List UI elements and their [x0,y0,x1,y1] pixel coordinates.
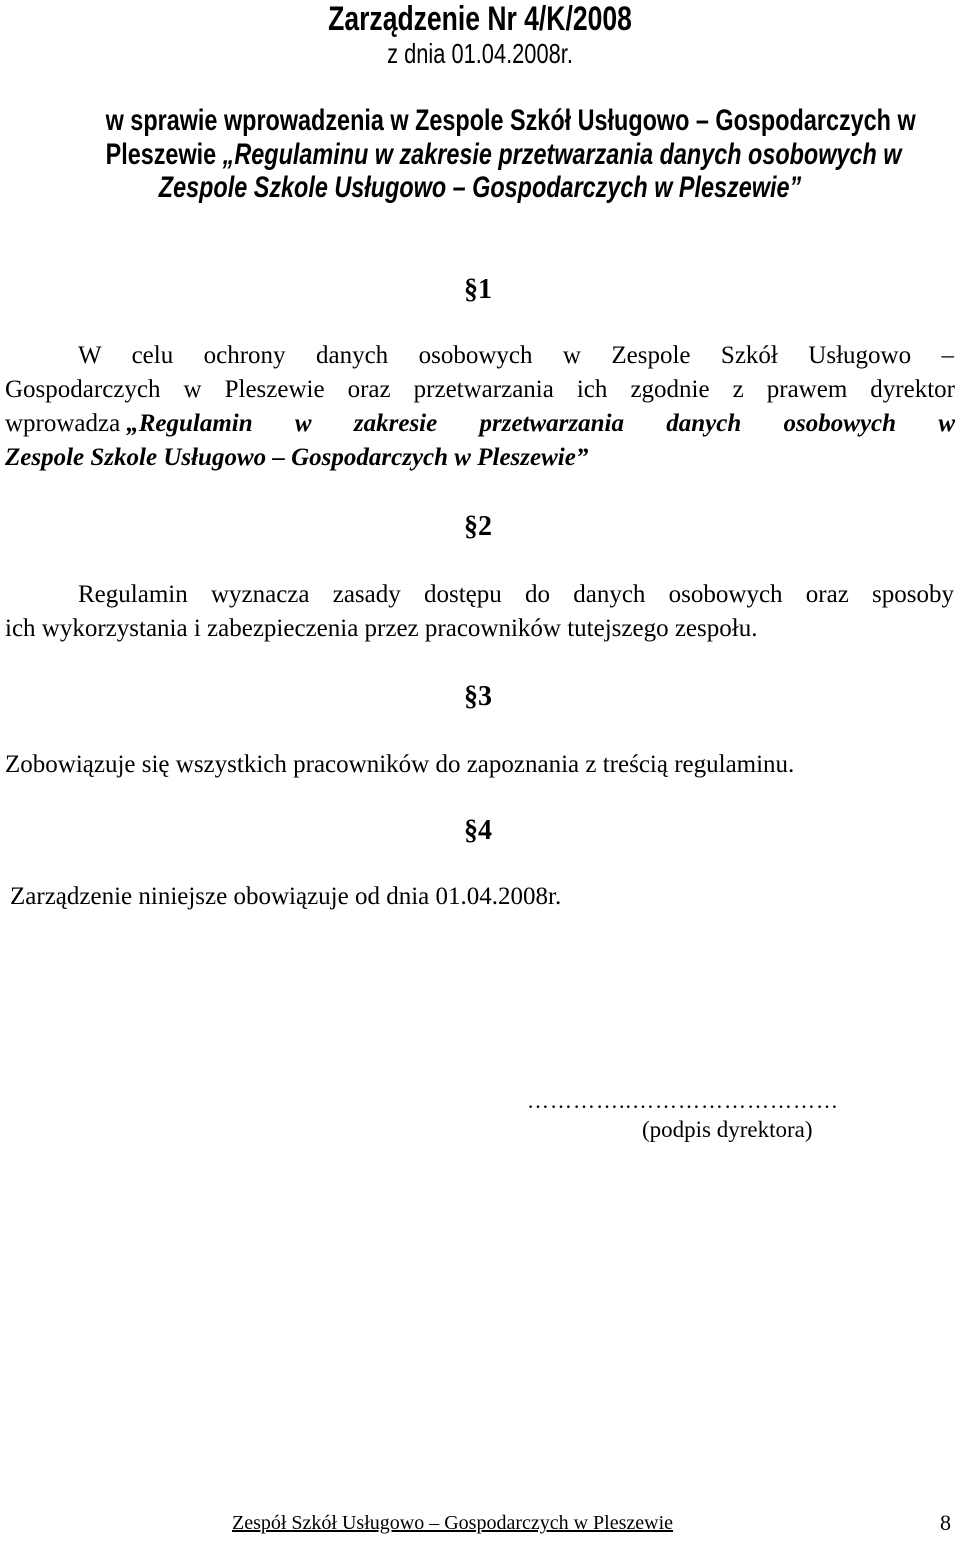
regulation-title: „Regulamin w zakresie przetwarzania danych osobowych w [126,410,955,437]
section-4-line-1: Zarządzenie niniejsze obowiązuje od dnia 01.04.2008r. [10,883,562,910]
subject-regulation-title: „Regulaminu w zakresie przetwarzania danych osobowych w [222,138,902,171]
subject-text: Pleszewie [105,138,223,171]
signature-line: …………..……………………… [527,1088,839,1113]
document-title: Zarządzenie Nr 4/K/2008 [328,0,632,38]
section-2-mark: §2 [464,511,492,542]
document-date: z dnia 01.04.2008r. [387,38,573,69]
page-number: 8 [940,1510,951,1535]
section-1-mark: §1 [464,274,492,305]
section-1-text: wprowadza [5,410,121,437]
section-1-line-1: W celu ochrony danych osobowych w Zespole Szkół Usługowo – [78,342,954,369]
section-2-line-2: ich wykorzystania i zabezpieczenia przez pracowników tutejszego zespołu. [5,615,758,642]
subject-line-2 [105,138,902,171]
footer-school-name: Zespół Szkół Usługowo – Gospodarczych w Pleszewie [232,1512,674,1534]
subject-line-1: w sprawie wprowadzenia w Zespole Szkół Usługowo – Gospodarczych w [105,104,916,137]
section-1-line-3 [5,411,955,436]
signature-label: (podpis dyrektora) [642,1117,813,1142]
subject-line-3: Zespole Szkole Usługowo – Gospodarczych w Pleszewie” [158,171,802,204]
section-3-line-1: Zobowiązuje się wszystkich pracowników do zapoznania z treścią regulaminu. [5,751,795,778]
section-4-mark: §4 [464,815,492,846]
section-1-line-4: Zespole Szkole Usługowo – Gospodarczych w Pleszewie” [5,444,589,471]
section-2-line-1: Regulamin wyznacza zasady dostępu do danych osobowych oraz sposoby [78,581,954,608]
section-1-line-2: Gospodarczych w Pleszewie oraz przetwarzania ich zgodnie z prawem dyrektor [5,376,955,403]
section-3-mark: §3 [464,681,492,712]
